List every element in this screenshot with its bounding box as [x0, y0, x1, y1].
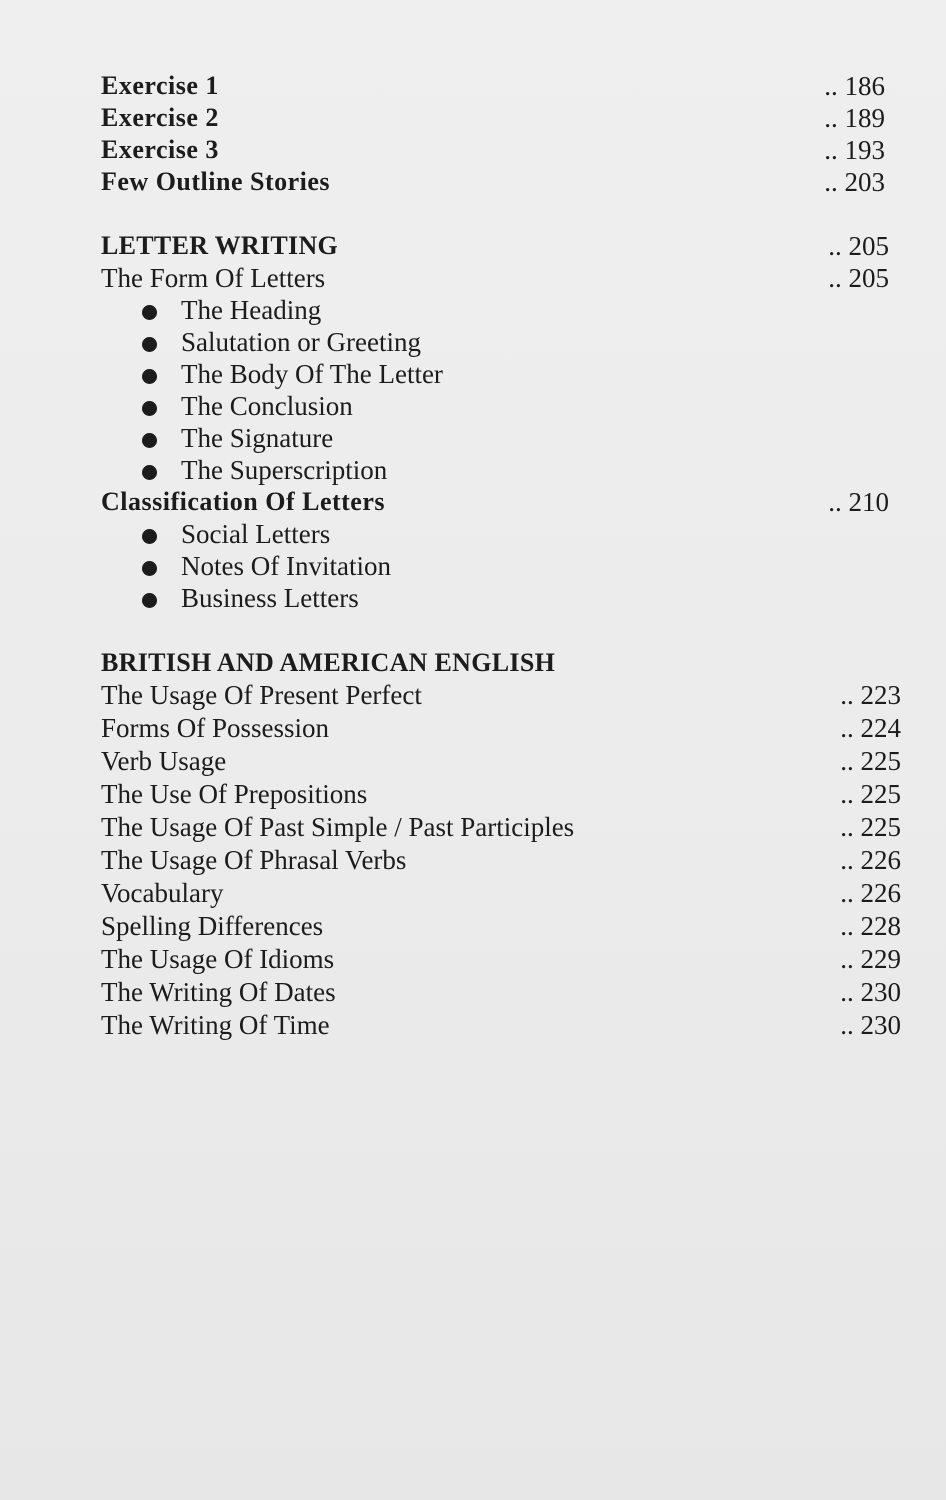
toc-entry [101, 877, 901, 910]
toc-page-number: .. 189 [824, 103, 885, 133]
toc-entry-title: The Writing Of Time [101, 1010, 330, 1040]
toc-subentry [101, 326, 901, 358]
toc-page-number: .. 225 [840, 812, 901, 842]
toc-page-number: .. 205 [828, 231, 889, 261]
section-heading-title: BRITISH AND AMERICAN ENGLISH [101, 648, 556, 677]
toc-entry [101, 811, 901, 844]
toc-section-letter-writing [101, 230, 901, 614]
toc-entry [101, 976, 901, 1009]
toc-page-number: .. 228 [840, 911, 901, 941]
toc-entry-title: Vocabulary [101, 878, 224, 908]
toc-entry-title: The Usage Of Past Simple / Past Participles [101, 812, 575, 842]
toc-subentry-title: Business Letters [181, 583, 359, 613]
toc-subentry [101, 550, 901, 582]
toc-entry-title: Verb Usage [101, 746, 227, 776]
bullet-icon [142, 337, 157, 352]
toc-page-number: .. 193 [824, 135, 885, 165]
section-spacer [101, 614, 901, 646]
toc-entry-title: The Writing Of Dates [101, 977, 336, 1007]
section-heading [101, 646, 901, 679]
toc-subentry [101, 358, 901, 390]
toc-entry-title: The Usage Of Phrasal Verbs [101, 845, 407, 875]
toc-section-exercises [101, 70, 901, 198]
toc-entry-title: Spelling Differences [101, 911, 324, 941]
toc-subentry [101, 422, 901, 454]
toc-entry-title: The Form Of Letters [101, 263, 326, 293]
section-spacer [101, 198, 901, 230]
toc-subentry-title: The Body Of The Letter [181, 359, 443, 389]
toc-page-number: .. 224 [840, 713, 901, 743]
toc-entry [101, 262, 901, 294]
toc-entry-title: Classification Of Letters [101, 487, 386, 516]
toc-entry [101, 70, 901, 102]
section-heading [101, 230, 901, 262]
table-of-contents [101, 70, 901, 1042]
toc-entry-title: Few Outline Stories [101, 167, 331, 196]
toc-entry [101, 486, 901, 518]
toc-page-number: .. 229 [840, 944, 901, 974]
toc-page-number: .. 223 [840, 680, 901, 710]
toc-subentry [101, 390, 901, 422]
toc-section-british-american-english [101, 646, 901, 1042]
toc-subentry-title: Notes Of Invitation [181, 551, 391, 581]
toc-entry [101, 745, 901, 778]
bullet-icon [142, 401, 157, 416]
toc-subentry-title: The Heading [181, 295, 322, 325]
toc-page-number: .. 226 [840, 845, 901, 875]
toc-subentry-title: The Conclusion [181, 391, 353, 421]
toc-entry [101, 712, 901, 745]
toc-entry [101, 943, 901, 976]
toc-subentry [101, 454, 901, 486]
toc-entry-title: The Use Of Prepositions [101, 779, 368, 809]
toc-subentry [101, 518, 901, 550]
toc-subentry-title: The Superscription [181, 455, 388, 485]
toc-page-number: .. 225 [840, 746, 901, 776]
toc-entry [101, 166, 901, 198]
toc-entry-title: Exercise 1 [101, 71, 219, 100]
toc-subentry-title: The Signature [181, 423, 334, 453]
toc-page-number: .. 230 [840, 977, 901, 1007]
bullet-icon [142, 369, 157, 384]
toc-page-number: .. 226 [840, 878, 901, 908]
toc-entry [101, 910, 901, 943]
toc-page-number: .. 203 [824, 167, 885, 197]
toc-entry [101, 134, 901, 166]
toc-subentry [101, 294, 901, 326]
toc-entry-title: The Usage Of Present Perfect [101, 680, 422, 710]
toc-page-number: .. 186 [824, 71, 885, 101]
bullet-icon [142, 465, 157, 480]
toc-page-number: .. 205 [828, 263, 889, 293]
toc-entry [101, 844, 901, 877]
toc-entry-title: Exercise 3 [101, 135, 219, 164]
bullet-icon [142, 561, 157, 576]
toc-entry [101, 778, 901, 811]
bullet-icon [142, 305, 157, 320]
bullet-icon [142, 433, 157, 448]
toc-subentry-title: Salutation or Greeting [181, 327, 421, 357]
toc-subentry-title: Social Letters [181, 519, 331, 549]
toc-entry-title: Exercise 2 [101, 103, 219, 132]
toc-entry [101, 679, 901, 712]
toc-page-number: .. 230 [840, 1010, 901, 1040]
bullet-icon [142, 529, 157, 544]
bullet-icon [142, 593, 157, 608]
toc-entry [101, 1009, 901, 1042]
toc-page-number: .. 225 [840, 779, 901, 809]
section-heading-title: LETTER WRITING [101, 231, 339, 260]
toc-subentry [101, 582, 901, 614]
toc-entry [101, 102, 901, 134]
toc-entry-title: Forms Of Possession [101, 713, 330, 743]
toc-entry-title: The Usage Of Idioms [101, 944, 335, 974]
toc-page-number: .. 210 [828, 487, 889, 517]
